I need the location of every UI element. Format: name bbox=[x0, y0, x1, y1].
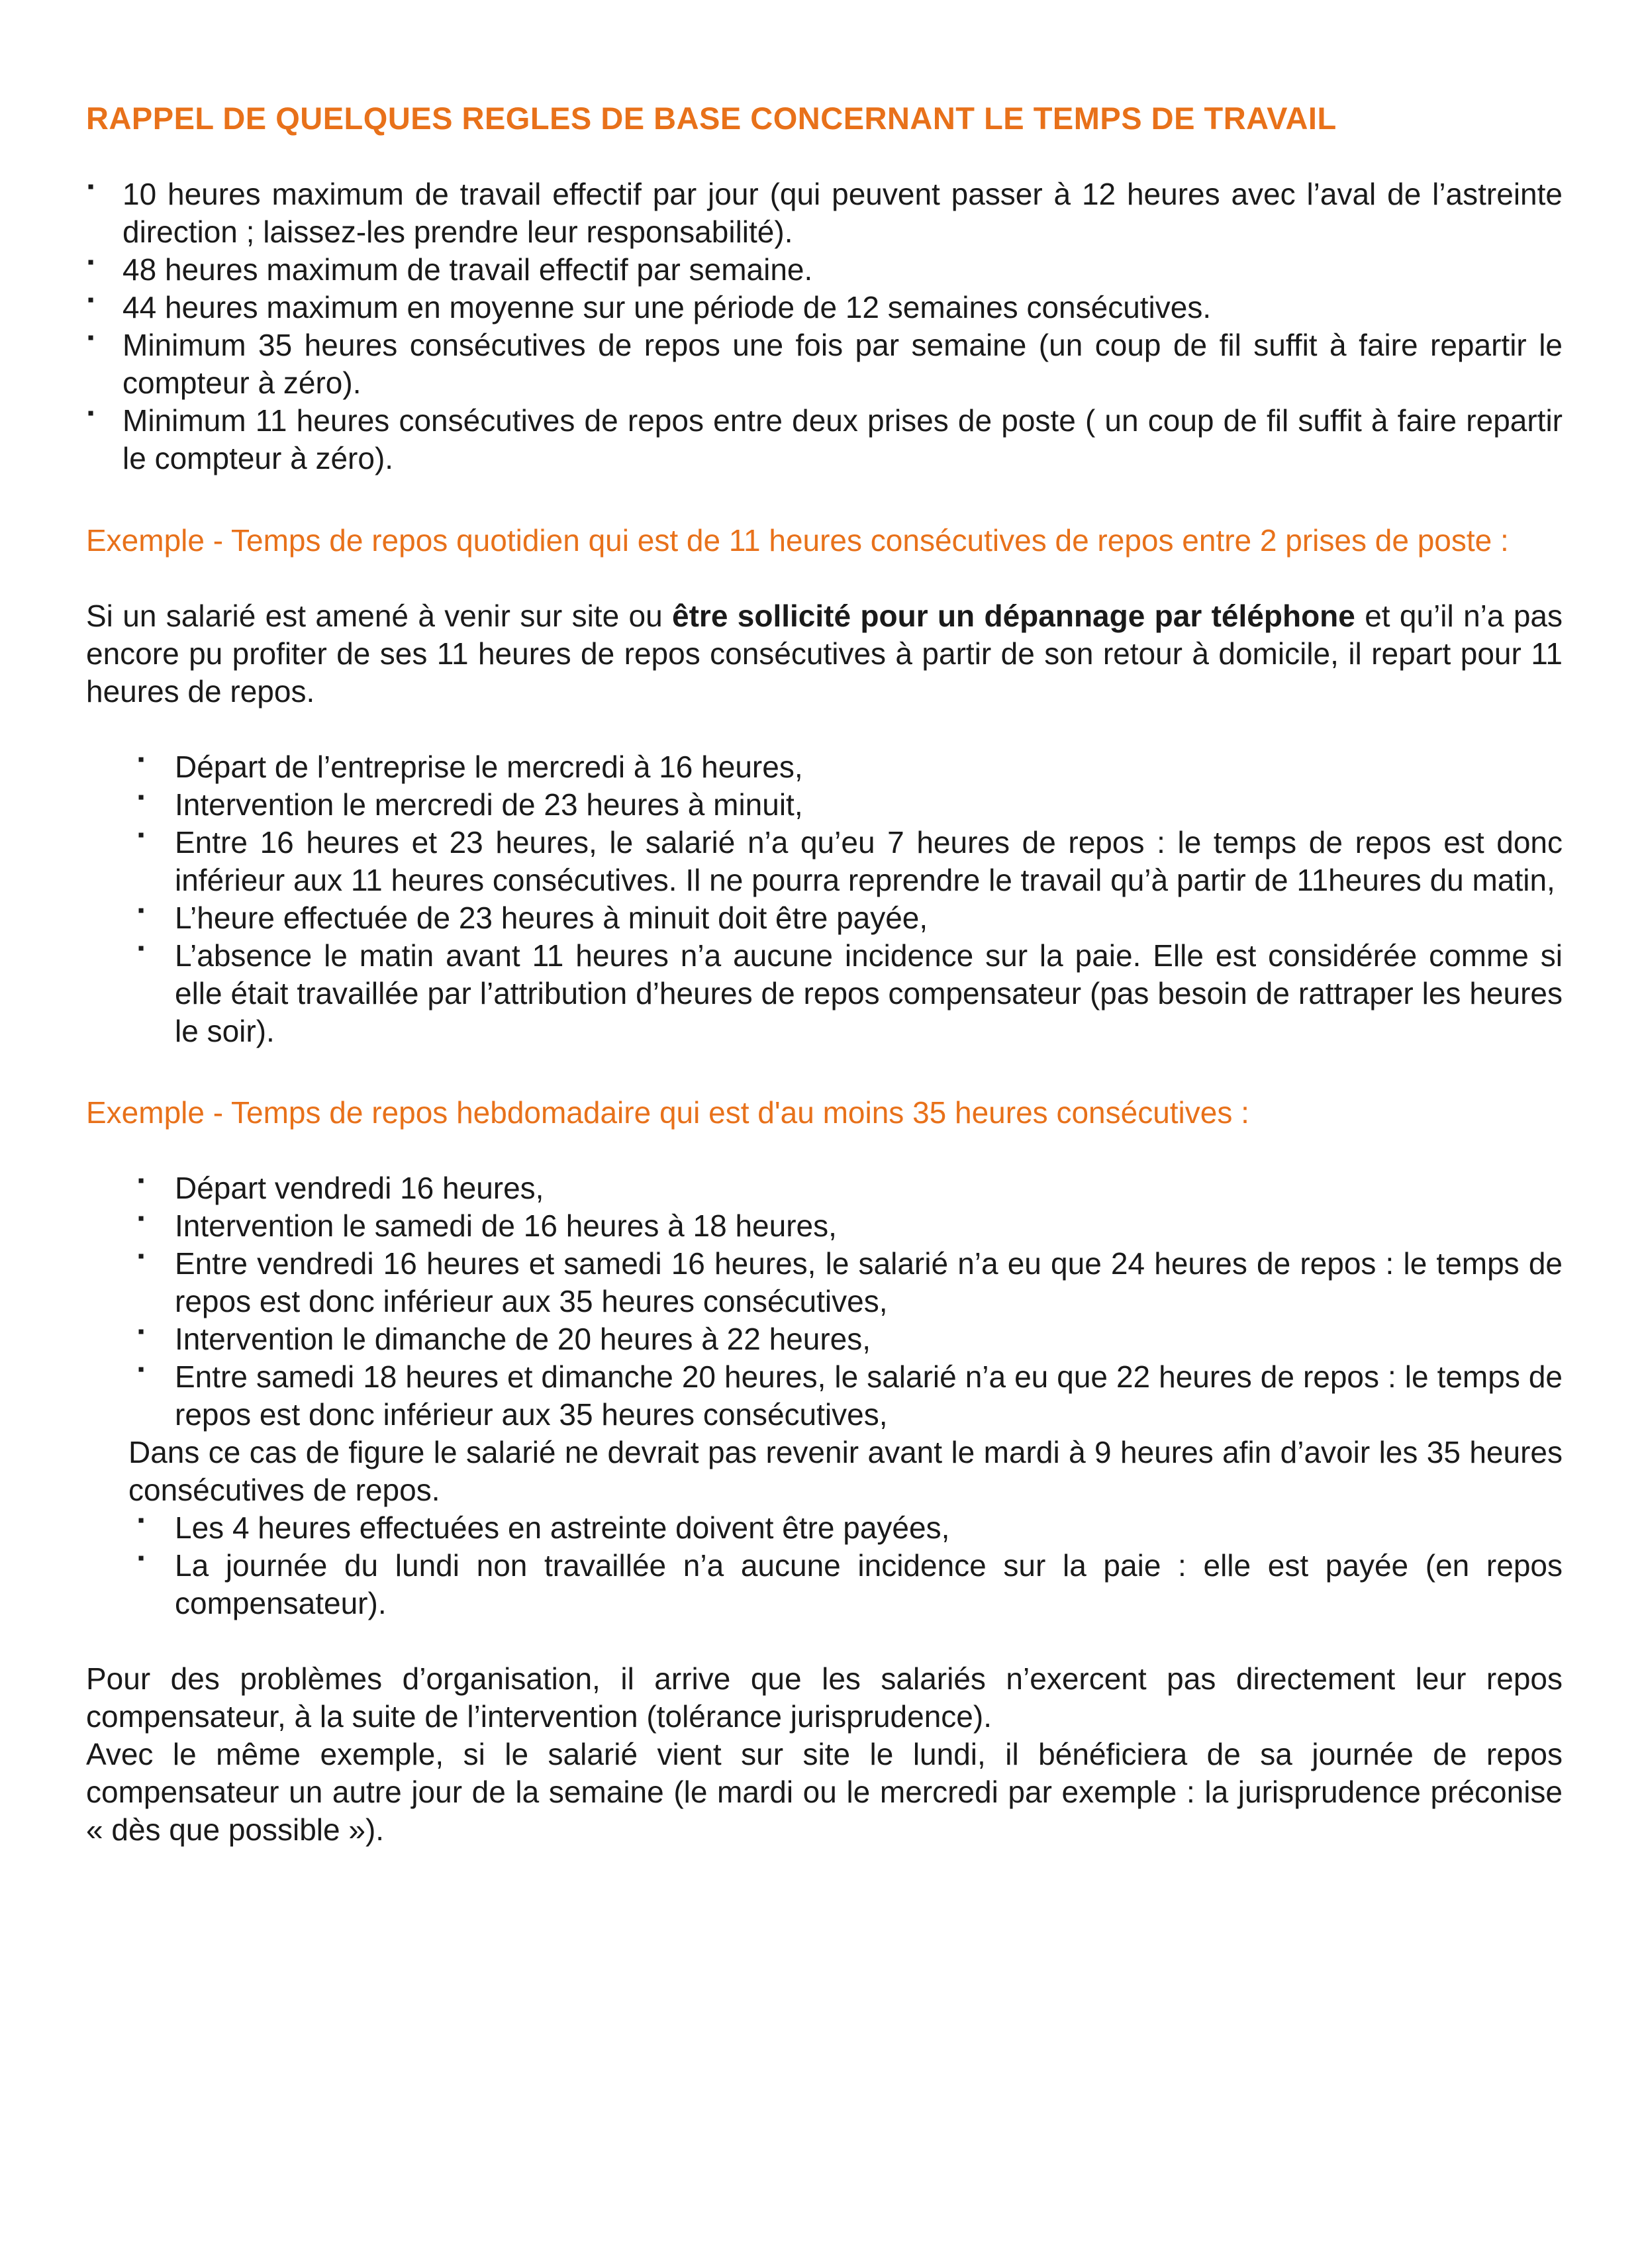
weekly-rest-note: Dans ce cas de figure le salarié ne devrait pas revenir avant le mardi à 9 heures afin d’avoir les 35 heures consécutives de repos. bbox=[128, 1435, 1563, 1508]
list-item-text: Entre vendredi 16 heures et samedi 16 heures, le salarié n’a eu que 24 heures de repos : le temps de repos est donc inférieur aux 35 heures consécutives, bbox=[175, 1246, 1563, 1319]
intro-bold-text: être sollicité pour un dépannage par téléphone bbox=[672, 598, 1355, 633]
list-item-text: 44 heures maximum en moyenne sur une période de 12 semaines consécutives. bbox=[122, 290, 1212, 325]
square-bullet-icon: ▪ bbox=[138, 1169, 145, 1191]
section-heading-weekly-rest: Exemple - Temps de repos hebdomadaire qui est d'au moins 35 heures consécutives : bbox=[86, 1095, 1249, 1130]
list-item bbox=[136, 1207, 1563, 1245]
weekly-rest-example-list-continued bbox=[136, 1509, 1563, 1622]
square-bullet-icon: ▪ bbox=[138, 786, 145, 808]
list-item-text: Intervention le dimanche de 20 heures à 22 heures, bbox=[175, 1322, 871, 1357]
square-bullet-icon: ▪ bbox=[138, 899, 145, 921]
list-item-text: L’absence le matin avant 11 heures n’a aucune incidence sur la paie. Elle est considérée comme si elle était travaillée par l’attribution d’heures de repos compensateur (pas besoin de rattraper les heures le soir). bbox=[175, 938, 1563, 1048]
square-bullet-icon: ▪ bbox=[138, 1548, 145, 1569]
list-item bbox=[136, 899, 1563, 937]
list-item bbox=[136, 1358, 1563, 1434]
list-item-text: Les 4 heures effectuées en astreinte doivent être payées, bbox=[175, 1510, 950, 1546]
list-item-text: Intervention le mercredi de 23 heures à minuit, bbox=[175, 787, 803, 822]
closing-paragraphs bbox=[86, 1660, 1563, 1849]
list-item bbox=[136, 1547, 1563, 1622]
weekly-rest-example-list bbox=[136, 1169, 1563, 1434]
daily-rest-intro-paragraph bbox=[86, 597, 1563, 711]
list-item-text: Intervention le samedi de 16 heures à 18 heures, bbox=[175, 1208, 837, 1243]
list-item bbox=[136, 786, 1563, 824]
list-item-text: La journée du lundi non travaillée n’a aucune incidence sur la paie : elle est payée (en repos compensateur). bbox=[175, 1548, 1563, 1621]
page-title: RAPPEL DE QUELQUES REGLES DE BASE CONCERNANT LE TEMPS DE TRAVAIL bbox=[86, 101, 1337, 136]
square-bullet-icon: ▪ bbox=[87, 176, 95, 198]
list-item bbox=[86, 289, 1563, 326]
square-bullet-icon: ▪ bbox=[138, 1245, 145, 1267]
square-bullet-icon: ▪ bbox=[138, 1510, 145, 1532]
square-bullet-icon: ▪ bbox=[87, 403, 95, 424]
list-item bbox=[136, 1320, 1563, 1358]
list-item-text: Départ vendredi 16 heures, bbox=[175, 1170, 544, 1205]
intro-text: et qu’il n’a pas encore pu profiter de ses 11 heures de repos consécutives à partir de son retour à domicile, il repart pour 11 heures de repos. bbox=[86, 598, 1563, 709]
square-bullet-icon: ▪ bbox=[138, 824, 145, 846]
list-item bbox=[86, 251, 1563, 289]
section-heading-daily-rest: Exemple - Temps de repos quotidien qui est de 11 heures consécutives de repos entre 2 prises de poste : bbox=[86, 522, 1509, 558]
square-bullet-icon: ▪ bbox=[138, 1359, 145, 1381]
square-bullet-icon: ▪ bbox=[138, 937, 145, 959]
list-item-text: Entre samedi 18 heures et dimanche 20 heures, le salarié n’a eu que 22 heures de repos : le temps de repos est donc inférieur aux 35 heures consécutives, bbox=[175, 1359, 1563, 1432]
list-item bbox=[136, 748, 1563, 786]
list-item-text: 10 heures maximum de travail effectif par jour (qui peuvent passer à 12 heures avec l’aval de l’astreinte direction ; laissez-les prendre leur responsabilité). bbox=[122, 177, 1563, 250]
list-item bbox=[136, 937, 1563, 1050]
intro-text: Si un salarié est amené à venir sur site ou bbox=[86, 598, 673, 633]
list-item-text: Minimum 35 heures consécutives de repos une fois par semaine (un coup de fil suffit à faire repartir le compteur à zéro). bbox=[122, 328, 1563, 401]
list-item-text: L’heure effectuée de 23 heures à minuit doit être payée, bbox=[175, 900, 928, 935]
square-bullet-icon: ▪ bbox=[87, 327, 95, 349]
square-bullet-icon: ▪ bbox=[138, 748, 145, 770]
square-bullet-icon: ▪ bbox=[138, 1207, 145, 1229]
closing-paragraph-2: Avec le même exemple, si le salarié vient sur site le lundi, il bénéficiera de sa journée de repos compensateur un autre jour de la semaine (le mardi ou le mercredi par exemple : la jurisprudence préconise « dès que possible »). bbox=[86, 1737, 1563, 1848]
list-item bbox=[136, 1245, 1563, 1320]
list-item-text: 48 heures maximum de travail effectif par semaine. bbox=[122, 252, 813, 287]
closing-paragraph-1: Pour des problèmes d’organisation, il arrive que les salariés n’exercent pas directement leur repos compensateur, à la suite de l’intervention (tolérance jurisprudence). bbox=[86, 1661, 1563, 1734]
list-item bbox=[136, 1509, 1563, 1547]
list-item bbox=[86, 326, 1563, 402]
square-bullet-icon: ▪ bbox=[138, 1321, 145, 1343]
daily-rest-example-list bbox=[136, 748, 1563, 1050]
square-bullet-icon: ▪ bbox=[87, 289, 95, 311]
list-item-text: Entre 16 heures et 23 heures, le salarié n’a qu’eu 7 heures de repos : le temps de repos est donc inférieur aux 11 heures consécutives. Il ne pourra reprendre le travail qu’à partir de 11heures du matin, bbox=[175, 824, 1563, 897]
list-item-text: Minimum 11 heures consécutives de repos entre deux prises de poste ( un coup de fil suffit à faire repartir le compteur à zéro). bbox=[122, 403, 1563, 476]
list-item bbox=[86, 402, 1563, 477]
list-item-text: Départ de l’entreprise le mercredi à 16 heures, bbox=[175, 749, 803, 784]
list-item bbox=[86, 175, 1563, 251]
list-item bbox=[136, 1169, 1563, 1207]
base-rules-list bbox=[86, 175, 1563, 477]
list-item bbox=[136, 824, 1563, 899]
square-bullet-icon: ▪ bbox=[87, 252, 95, 273]
